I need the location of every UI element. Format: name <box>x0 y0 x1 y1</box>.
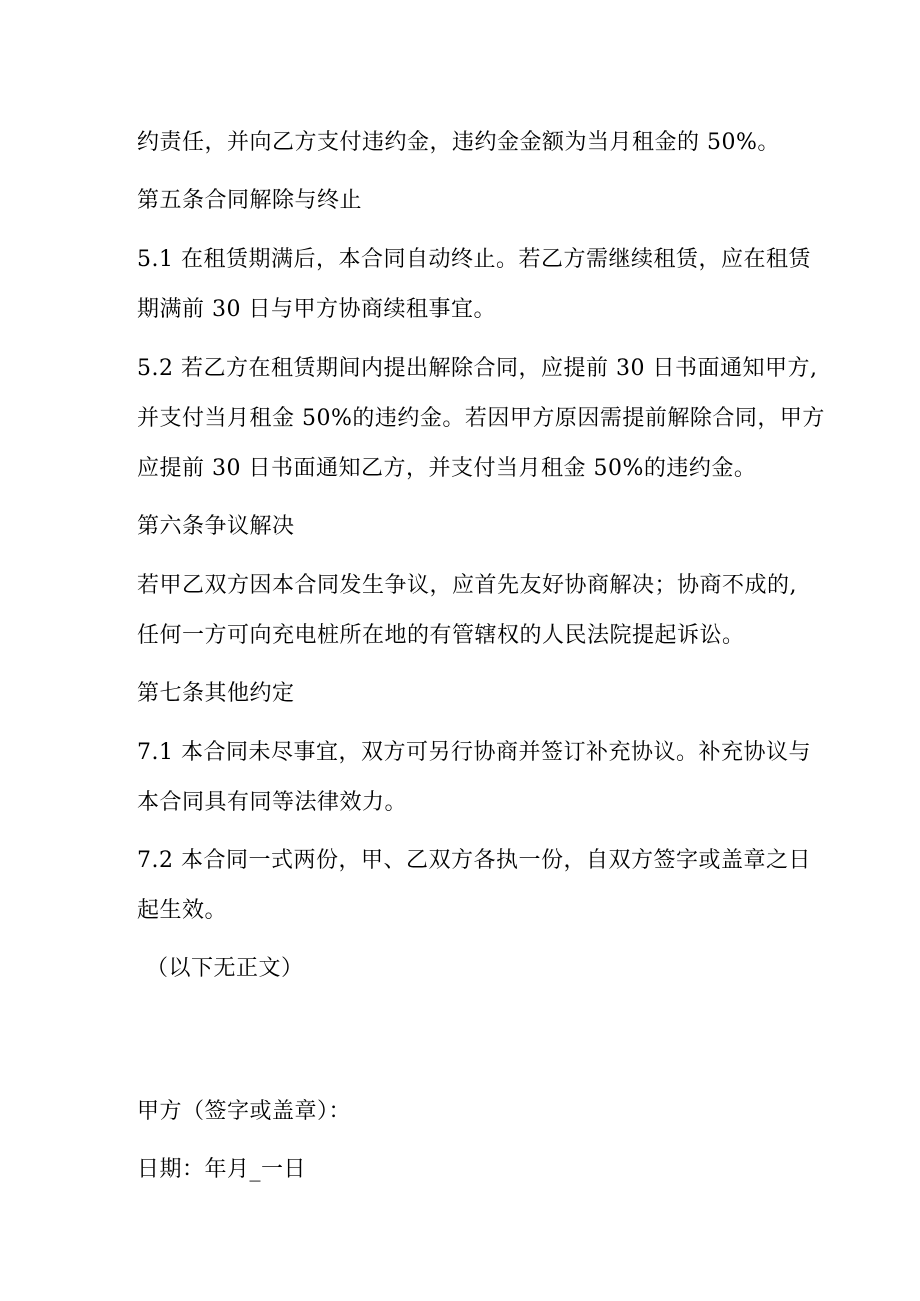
clause-7-1-line-2: 本合同具有同等法律效力。 <box>137 790 408 815</box>
article-5-heading: 第五条合同解除与终止 <box>137 188 363 213</box>
clause-5-2-line-3: 应提前 30 日书面通知乙方，并支付当月租金 50%的违约金。 <box>137 456 757 481</box>
article-6-heading: 第六条争议解决 <box>137 514 295 539</box>
article-6-body-line-1: 若甲乙双方因本合同发生争议，应首先友好协商解决；协商不成的, <box>137 573 797 598</box>
article-7-heading: 第七条其他约定 <box>137 681 295 706</box>
clause-5-2-line-1: 5.2 若乙方在租赁期间内提出解除合同，应提前 30 日书面通知甲方, <box>137 356 818 381</box>
article-6-body-line-2: 任何一方可向充电桩所在地的有管辖权的人民法院提起诉讼。 <box>137 623 745 648</box>
party-a-signature-line: 甲方（签字或盖章）： <box>137 1099 352 1124</box>
clause-5-1-line-1: 5.1 在租赁期满后，本合同自动终止。若乙方需继续租赁，应在租赁 <box>137 247 811 272</box>
no-more-text-note: （以下无正文） <box>146 956 304 981</box>
clause-7-2-line-2: 起生效。 <box>137 898 228 923</box>
clause-7-1-line-1: 7.1 本合同未尽事宜，双方可另行协商并签订补充协议。补充协议与 <box>137 740 811 765</box>
signing-date-line: 日期：年月_一日 <box>137 1157 307 1182</box>
clause-5-2-line-2: 并支付当月租金 50%的违约金。若因甲方原因需提前解除合同，甲方 <box>137 406 825 431</box>
clause-7-2-line-1: 7.2 本合同一式两份，甲、乙双方各执一份，自双方签字或盖章之日 <box>137 848 811 873</box>
paragraph-liability-tail: 约责任，并向乙方支付违约金，违约金金额为当月租金的 50%。 <box>137 130 780 155</box>
clause-5-1-line-2: 期满前 30 日与甲方协商续租事宜。 <box>137 297 496 322</box>
